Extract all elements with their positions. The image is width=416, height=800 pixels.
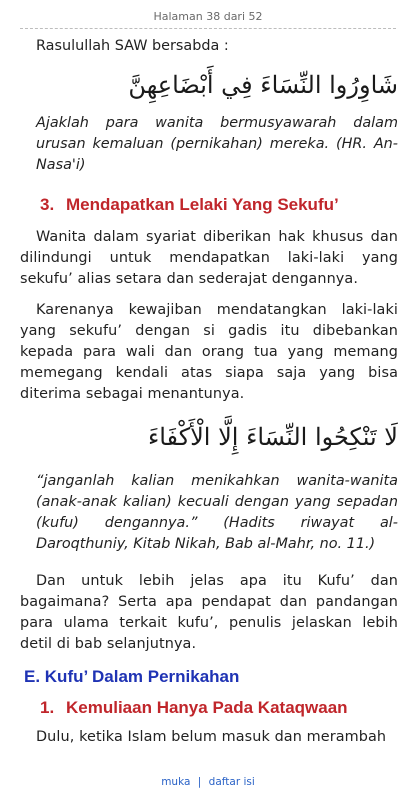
section-number: 1.	[40, 698, 55, 717]
paragraph-2: Karenanya kewajiban mendatangkan laki-laki yang sekufu’ dengan si gadis itu dibebankan kepada para wali dan orang tua yang memang memegang kendali atas siapa saja yang bisa diterima sebagai menantunya.	[20, 302, 398, 402]
page-indicator: Halaman 38 dari 52	[153, 10, 263, 23]
section-heading-e: E. Kufu’ Dalam Pernikahan	[24, 667, 240, 686]
paragraph-4: Dulu, ketika Islam belum masuk dan merambah	[36, 729, 387, 745]
section-number: 3.	[40, 195, 55, 214]
header-divider	[20, 28, 396, 29]
hadith-translation-2: “janganlah kalian menikahkan wanita-wanita (anak-anak kalian) kecuali dengan yang sepadan (kufu) dengannya.” (Hadits riwayat al-Daroqthuniy, Kitab Nikah, Bab al-Mahr, no. 11.)	[36, 473, 398, 552]
hadith-translation-1: Ajaklah para wanita bermusyawarah dalam urusan kemaluan (pernikahan) mereka. (HR. An-Nasa'i)	[36, 115, 398, 173]
page-content	[20, 36, 398, 748]
hadith-arabic-1: شَاوِرُوا النِّسَاءَ فِي أَبْضَاعِهِنَّ	[128, 71, 398, 99]
hadith-arabic-2: لَا تَنْكِحُوا النِّسَاءَ إِلَّا الْأَكْفَاءَ	[147, 423, 398, 451]
section-heading-3	[20, 193, 398, 217]
page-footer-nav	[0, 776, 416, 788]
home-link[interactable]: muka	[161, 776, 191, 788]
intro-line: Rasulullah SAW bersabda :	[36, 38, 229, 54]
paragraph-1: Wanita dalam syariat diberikan hak khusus dan dilindungi untuk mendapatkan laki-laki yang sekufu’ alias setara dan sederajat dengannya.	[20, 229, 398, 287]
section-title: Kemuliaan Hanya Pada Kataqwaan	[66, 698, 348, 717]
paragraph-3: Dan untuk lebih jelas apa itu Kufu’ dan bagaimana? Serta apa pendapat dan pandangan para ulama terkait kufu’, penulis jelaskan lebih detil di bab selanjutnya.	[20, 573, 398, 652]
footer-separator: |	[197, 776, 202, 788]
toc-link[interactable]: daftar isi	[208, 776, 255, 788]
section-title: Mendapatkan Lelaki Yang Sekufu’	[66, 195, 339, 214]
section-heading-1	[20, 696, 398, 720]
